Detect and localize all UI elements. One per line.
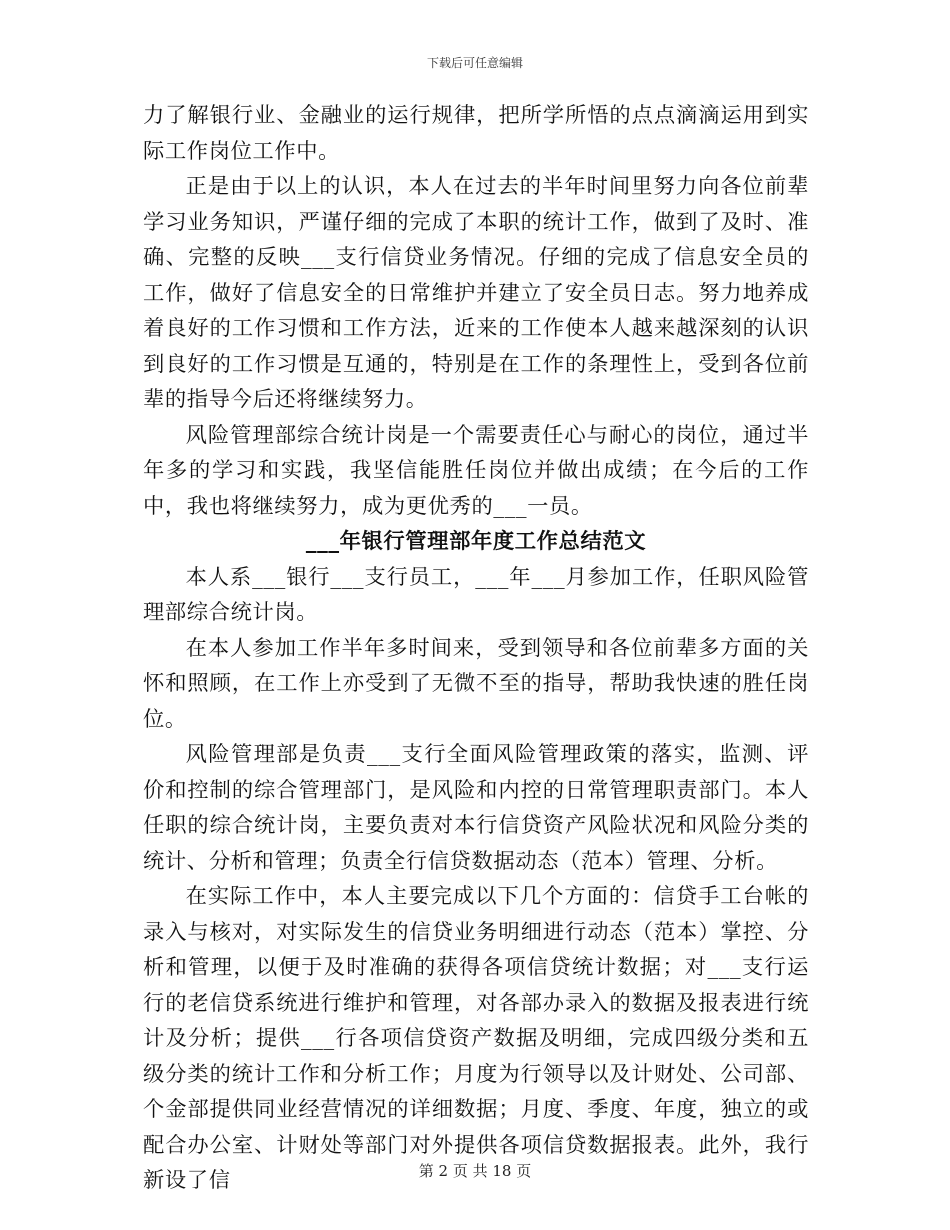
section-title: ___年银行管理部年度工作总结范文	[305, 529, 647, 554]
header-text: 下载后可任意编辑	[426, 56, 523, 70]
page-number: 第 2 页 共 18 页	[418, 1162, 532, 1180]
page-header	[0, 54, 950, 71]
paragraph-actual-work: 在实际工作中，本人主要完成以下几个方面的：信贷手工台帐的录入与核对，对实际发生的信贷业务明细进行动态（范本）掌控、分析和管理，以便于及时准确的获得各项信贷统计数据；对___支行运行的老信贷系统进行维护和管理，对各部办录入的数据及报表进行统计及分析；提供___行各项信贷资产数据及明细，完成四级分类和五级分类的统计工作和分析工作；月度为行领导以及计财处、公司部、个金部提供同业经营情况的详细数据；月度、季度、年度，独立的或配合办公室、计财处等部门对外提供各项信贷数据报表。此外，我行新设了信	[143, 884, 809, 1193]
document-body	[143, 98, 809, 1199]
page-footer	[0, 1160, 950, 1181]
paragraph-work-summary: 正是由于以上的认识，本人在过去的半年时间里努力向各位前辈学习业务知识，严谨仔细的完成了本职的统计工作，做到了及时、准确、完整的反映___支行信贷业务情况。仔细的完成了信息安全员的工作，做好了信息安全的日常维护并建立了安全员日志。努力地养成着良好的工作习惯和工作方法，近来的工作使本人越来越深刻的认识到良好的工作习惯是互通的，特别是在工作的条理性上，受到各位前辈的指导今后还将继续努力。	[143, 174, 809, 412]
paragraph-continuation: 力了解银行业、金融业的运行规律，把所学所悟的点点滴滴运用到实际工作岗位工作中。	[143, 103, 809, 164]
paragraph-self-introduction: 本人系___银行___支行员工，___年___月参加工作，任职风险管理部综合统计岗。	[143, 564, 809, 625]
paragraph-position-outlook: 风险管理部综合统计岗是一个需要责任心与耐心的岗位，通过半年多的学习和实践，我坚信能胜任岗位并做出成绩；在今后的工作中，我也将继续努力，成为更优秀的___一员。	[143, 422, 809, 519]
paragraph-department-duties: 风险管理部是负责___支行全面风险管理政策的落实，监测、评价和控制的综合管理部门，是风险和内控的日常管理职责部门。本人任职的综合统计岗，主要负责对本行信贷资产风险状况和风险分类的统计、分析和管理；负责全行信贷数据动态（范本）管理、分析。	[143, 742, 809, 874]
paragraph-gratitude: 在本人参加工作半年多时间来，受到领导和各位前辈多方面的关怀和照顾，在工作上亦受到了无微不至的指导，帮助我快速的胜任岗位。	[143, 635, 809, 732]
